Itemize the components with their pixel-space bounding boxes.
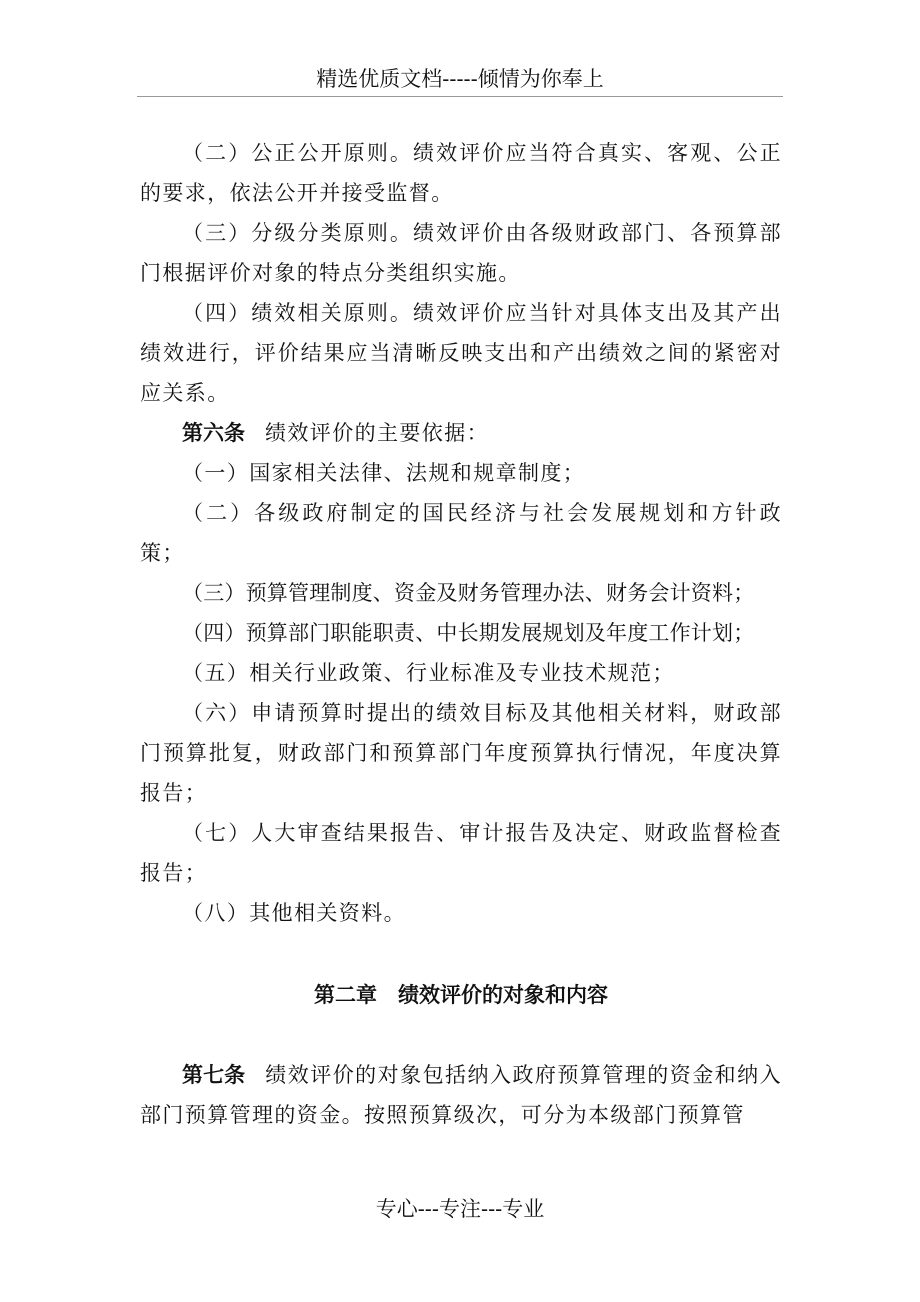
basis-item-4: （四）预算部门职能职责、中长期发展规划及年度工作计划；	[182, 621, 755, 645]
article-6-text: 绩效评价的主要依据：	[265, 421, 489, 445]
page-footer-text: 专心---专注---专业	[375, 1197, 545, 1221]
article-7-label: 第七条	[182, 1063, 246, 1087]
basis-item-3: （三）预算管理制度、资金及财务管理办法、财务会计资料；	[182, 581, 755, 605]
basis-item-5: （五）相关行业政策、行业标准及专业技术规范；	[182, 661, 675, 685]
paragraph-principle-4: （四）绩效相关原则。绩效评价应当针对具体支出及其产出绩效进行，评价结果应当清晰反映支出和产出绩效之间的紧密对应关系。	[140, 301, 782, 405]
paragraph-principle-2: （二）公正公开原则。绩效评价应当符合真实、客观、公正的要求，依法公开并接受监督。	[140, 141, 782, 205]
document-body-continued	[140, 1055, 782, 1135]
article-6-label: 第六条	[182, 421, 245, 445]
basis-item-1: （一）国家相关法律、法规和规章制度；	[182, 461, 586, 485]
paragraph-principle-3: （三）分级分类原则。绩效评价由各级财政部门、各预算部门根据评价对象的特点分类组织实施。	[140, 221, 782, 285]
document-body	[140, 133, 782, 933]
article-7-text: 绩效评价的对象包括纳入政府预算管理的资金和纳入部门预算管理的资金。按照预算级次，可分为本级部门预算管	[140, 1063, 783, 1127]
basis-item-6: （六）申请预算时提出的绩效目标及其他相关材料，财政部门预算批复，财政部门和预算部门年度预算执行情况，年度决算报告；	[140, 701, 782, 805]
chapter-2-title: 第二章 绩效评价的对象和内容	[314, 983, 608, 1007]
page-header	[137, 62, 783, 97]
article-7	[140, 1055, 782, 1135]
basis-item-7: （七）人大审查结果报告、审计报告及决定、财政监督检查报告；	[140, 821, 782, 885]
page-footer	[137, 1192, 783, 1226]
article-6	[140, 413, 782, 453]
basis-item-8: （八）其他相关资料。	[182, 901, 406, 925]
basis-item-2: （二）各级政府制定的国民经济与社会发展规划和方针政策；	[140, 501, 782, 565]
page-header-text: 精选优质文档-----倾情为你奉上	[316, 67, 604, 91]
